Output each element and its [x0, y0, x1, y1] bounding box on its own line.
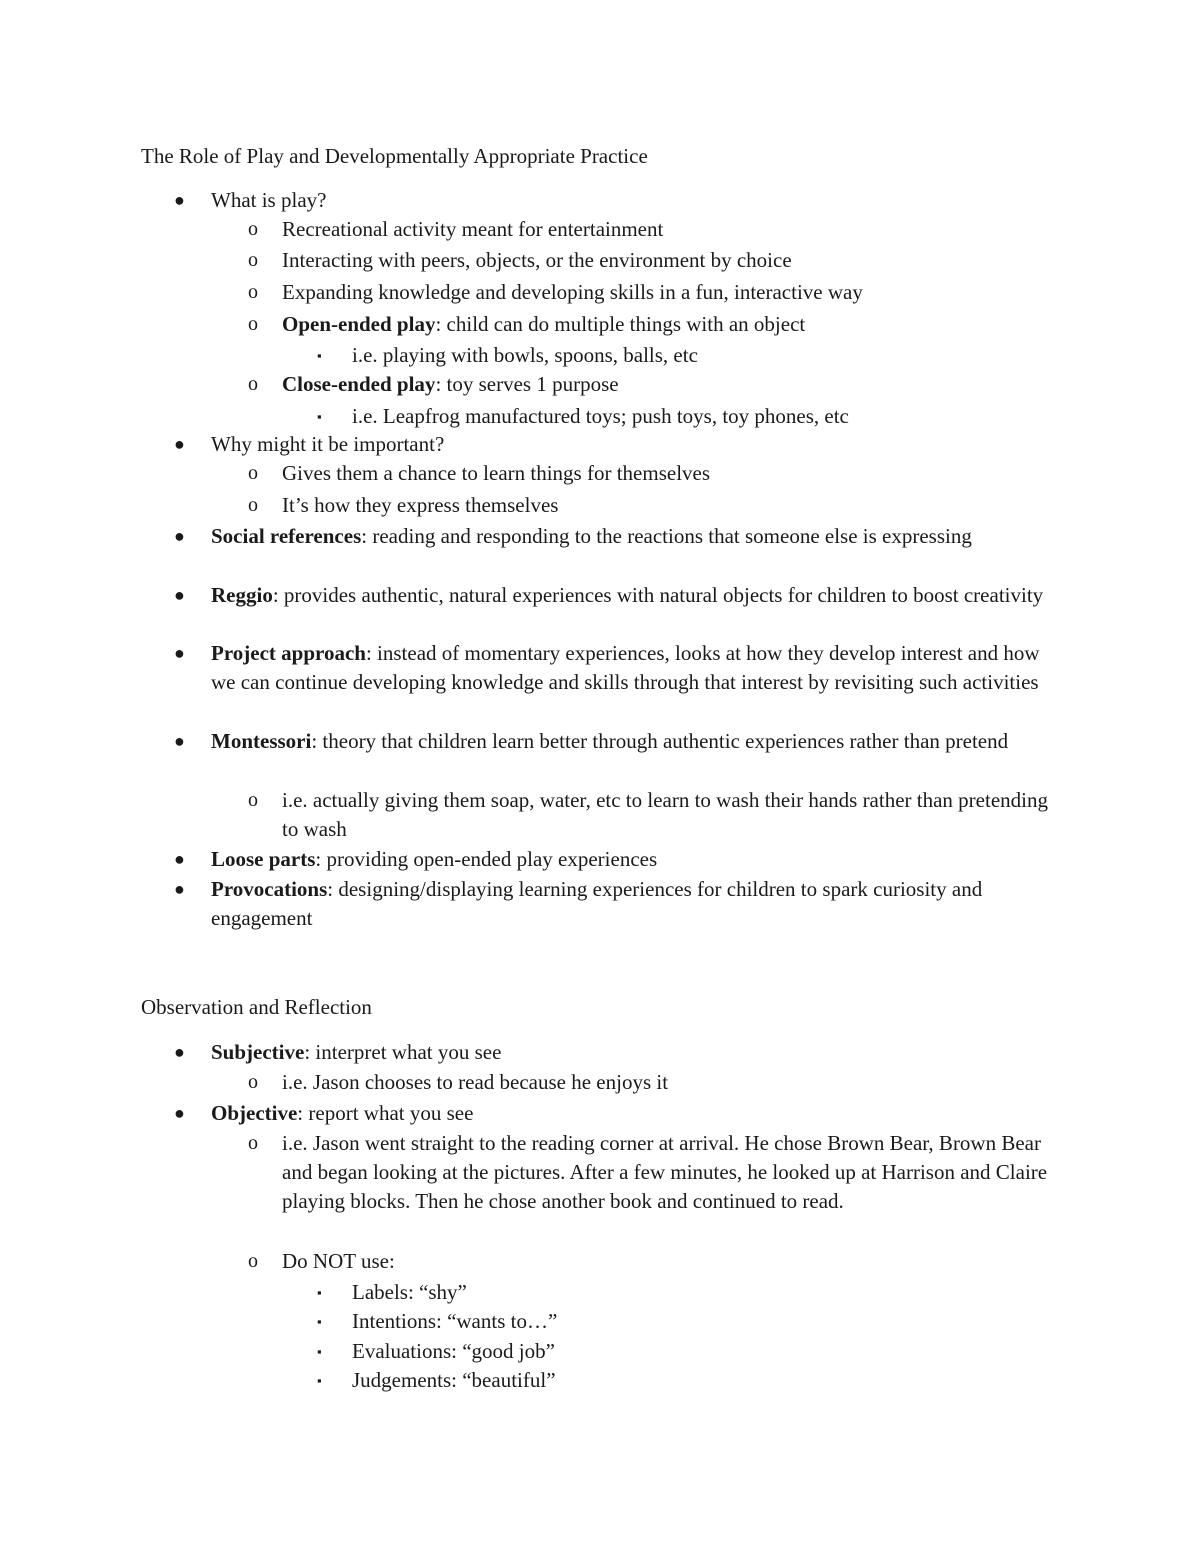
term-open-ended-play: Open-ended play: [282, 312, 436, 336]
item-text: Why might it be important?: [211, 432, 445, 456]
list-item-important-answer-2: [248, 491, 1062, 520]
list-item-subjective: [174, 1038, 1061, 1067]
circle-marker: o: [248, 249, 258, 271]
definition-text: : theory that children learn better through authentic experiences rather than pretend: [311, 729, 1009, 753]
bullet-marker: ●: [174, 731, 185, 751]
term-subjective: Subjective: [211, 1040, 305, 1064]
definition-text: : toy serves 1 purpose: [435, 372, 619, 396]
term-reggio: Reggio: [211, 583, 273, 607]
term-provocations: Provocations: [211, 877, 328, 901]
list-item-objective-example: [248, 1129, 1062, 1216]
circle-marker: o: [248, 313, 258, 335]
bullet-marker: ●: [174, 585, 185, 605]
list-item-play-answer-2: [248, 246, 1062, 275]
term-project-approach: Project approach: [211, 641, 366, 665]
definition-text: : interpret what you see: [304, 1040, 502, 1064]
list-item-open-ended-play: [248, 310, 1062, 339]
item-text: Recreational activity meant for entertainment: [282, 217, 664, 241]
item-text: Intentions: “wants to…”: [352, 1309, 558, 1333]
list-item-intentions: [317, 1307, 1052, 1336]
term-loose-parts: Loose parts: [211, 847, 316, 871]
square-marker: ▪: [317, 1285, 322, 1300]
circle-marker: o: [248, 789, 258, 811]
list-item-what-is-play: [174, 186, 1061, 215]
bullet-marker: ●: [174, 879, 185, 899]
bullet-marker: ●: [174, 1042, 185, 1062]
circle-marker: o: [248, 218, 258, 240]
item-text: Expanding knowledge and developing skills in a fun, interactive way: [282, 280, 863, 304]
bullet-marker: ●: [174, 526, 185, 546]
definition-text: : providing open-ended play experiences: [315, 847, 658, 871]
list-item-subjective-example: [248, 1068, 1062, 1097]
list-item-labels: [317, 1278, 1052, 1307]
item-text: i.e. actually giving them soap, water, etc to learn to wash their hands rather than pretending to wash: [282, 788, 1048, 841]
term-montessori: Montessori: [211, 729, 312, 753]
item-text: Evaluations: “good job”: [352, 1339, 555, 1363]
list-item-reggio: [174, 581, 1061, 610]
list-item-objective: [174, 1099, 1061, 1128]
bullet-marker: ●: [174, 643, 185, 663]
item-text: i.e. Jason chooses to read because he enjoys it: [282, 1070, 669, 1094]
item-text: It’s how they express themselves: [282, 493, 559, 517]
definition-text: : report what you see: [297, 1101, 474, 1125]
item-text: Interacting with peers, objects, or the environment by choice: [282, 248, 792, 272]
term-objective: Objective: [211, 1101, 298, 1125]
bullet-marker: ●: [174, 190, 185, 210]
definition-text: : reading and responding to the reactions that someone else is expressing: [361, 524, 972, 548]
list-item-evaluations: [317, 1337, 1052, 1366]
list-item-provocations: [174, 875, 1061, 933]
square-marker: ▪: [317, 1344, 322, 1359]
list-item-montessori: [174, 727, 1061, 756]
square-marker: ▪: [317, 348, 322, 363]
square-marker: ▪: [317, 1314, 322, 1329]
definition-text: : child can do multiple things with an object: [435, 312, 806, 336]
item-text: Labels: “shy”: [352, 1280, 467, 1304]
definition-text: : designing/displaying learning experiences for children to spark curiosity and engagement: [211, 877, 983, 930]
list-item-project-approach: [174, 639, 1061, 697]
list-item-montessori-example: [248, 786, 1062, 844]
item-text: Judgements: “beautiful”: [352, 1368, 556, 1392]
item-text: i.e. Jason went straight to the reading corner at arrival. He chose Brown Bear, Brown Bear and began looking at the pictures. After a few minutes, he looked up at Harrison and Claire playing blocks. Then he chose another book and continued to read.: [282, 1131, 1048, 1213]
list-item-judgements: [317, 1366, 1052, 1395]
list-item-close-ended-example: [317, 402, 1052, 431]
section-title-observation: Observation and Reflection: [141, 995, 372, 1019]
list-item-why-important: [174, 430, 1061, 459]
list-item-play-answer-1: [248, 215, 1062, 244]
item-text: Gives them a chance to learn things for themselves: [282, 461, 711, 485]
definition-text: : instead of momentary experiences, looks at how they develop interest and how we can continue developing knowledge and skills through that interest by revisiting such activities: [211, 641, 1040, 694]
item-text: What is play?: [211, 188, 327, 212]
list-item-loose-parts: [174, 845, 1061, 874]
circle-marker: o: [248, 1132, 258, 1154]
circle-marker: o: [248, 373, 258, 395]
term-close-ended-play: Close-ended play: [282, 372, 436, 396]
term-social-references: Social references: [211, 524, 362, 548]
square-marker: ▪: [317, 409, 322, 424]
item-text: i.e. Leapfrog manufactured toys; push toys, toy phones, etc: [352, 404, 849, 428]
list-item-open-ended-example: [317, 341, 1052, 370]
circle-marker: o: [248, 281, 258, 303]
bullet-marker: ●: [174, 849, 185, 869]
list-item-do-not-use: [248, 1247, 1062, 1276]
list-item-play-answer-3: [248, 278, 1062, 307]
bullet-marker: ●: [174, 1103, 185, 1123]
bullet-marker: ●: [174, 434, 185, 454]
circle-marker: o: [248, 1250, 258, 1272]
section-title-play: The Role of Play and Developmentally Appropriate Practice: [141, 144, 648, 168]
list-item-close-ended-play: [248, 370, 1062, 399]
list-item-important-answer-1: [248, 459, 1062, 488]
list-item-social-references: [174, 522, 1061, 551]
circle-marker: o: [248, 1071, 258, 1093]
circle-marker: o: [248, 462, 258, 484]
circle-marker: o: [248, 494, 258, 516]
item-text: i.e. playing with bowls, spoons, balls, etc: [352, 343, 698, 367]
definition-text: : provides authentic, natural experiences with natural objects for children to boost creativity: [272, 583, 1044, 607]
square-marker: ▪: [317, 1373, 322, 1388]
item-text: Do NOT use:: [282, 1249, 395, 1273]
